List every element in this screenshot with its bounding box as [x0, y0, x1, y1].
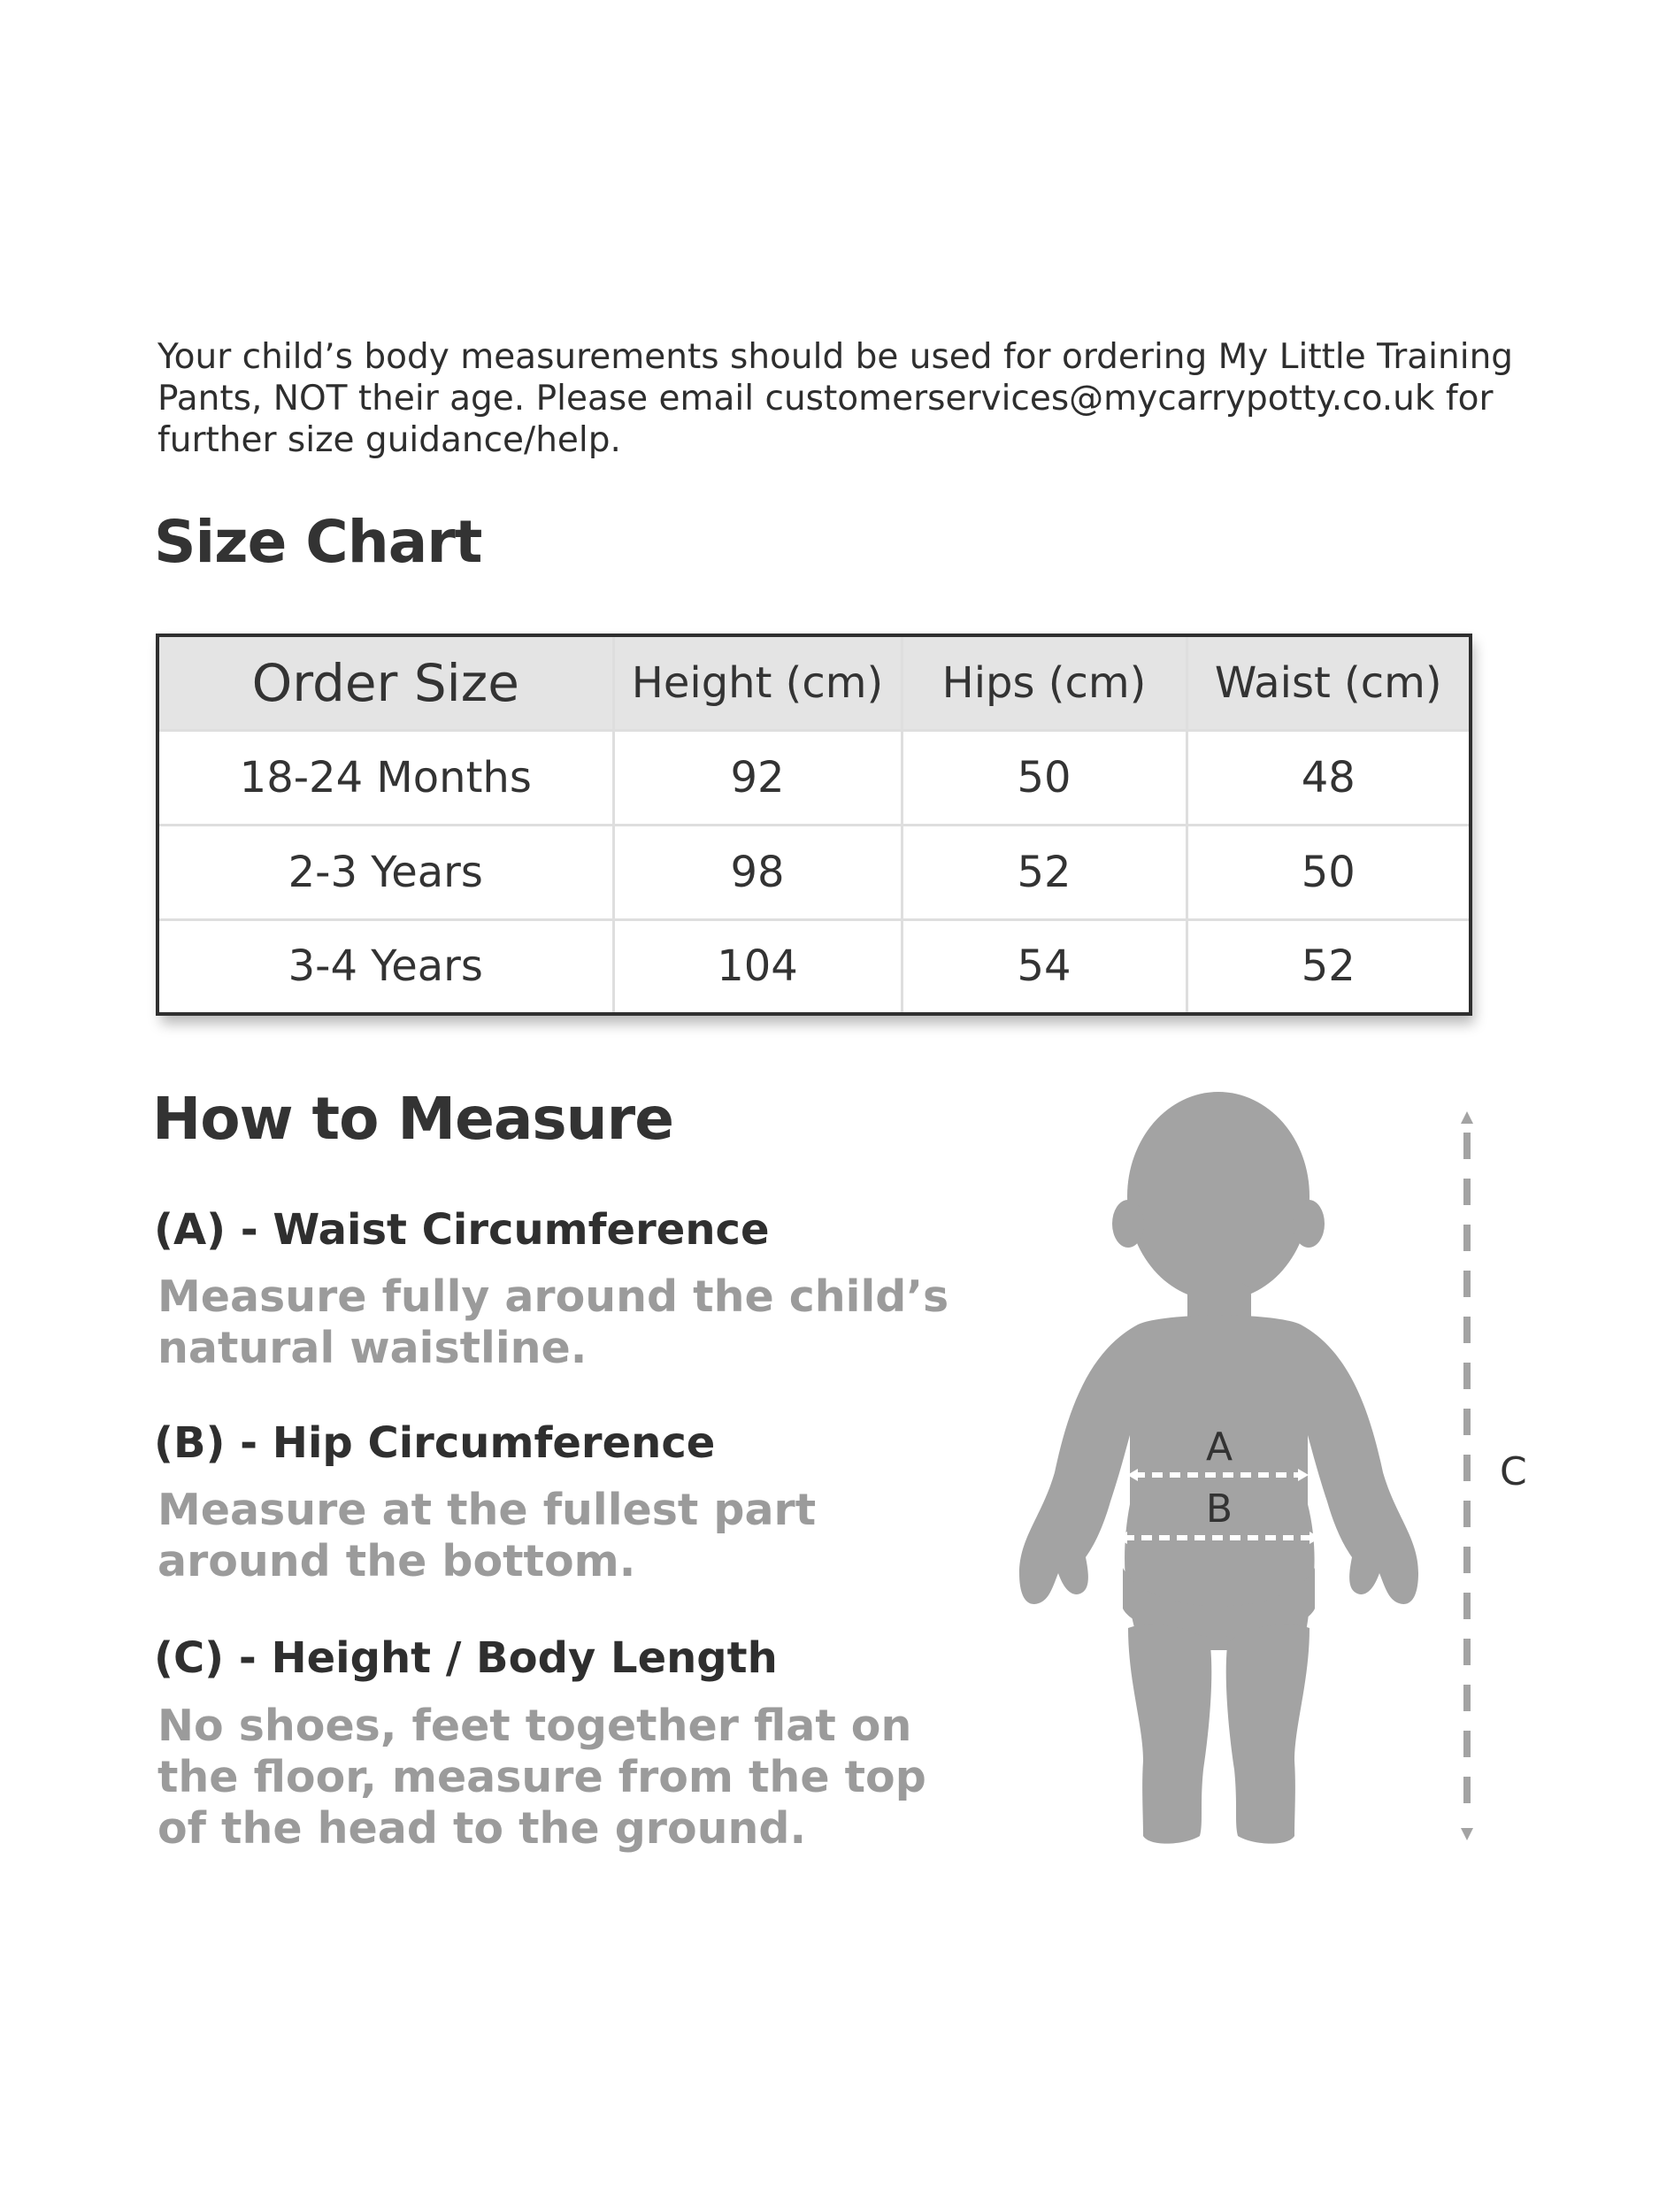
cell-waist: 48	[1187, 730, 1471, 825]
waist-circumference-title: (A) - Waist Circumference	[154, 1205, 770, 1255]
label-b: B	[1205, 1486, 1233, 1532]
size-table	[156, 634, 1472, 1016]
hip-circumference-title: (B) - Hip Circumference	[154, 1418, 716, 1468]
cell-order-size: 3-4 Years	[157, 919, 613, 1014]
table-row	[157, 730, 1471, 825]
column-header-order-size: Order Size	[157, 635, 613, 730]
column-header-hips: Hips (cm)	[902, 635, 1187, 730]
size-chart-heading: Size Chart	[154, 508, 482, 576]
waist-circumference-description: Measure fully around the child’s natural waistline.	[157, 1271, 949, 1373]
table-header-row	[157, 635, 1471, 730]
label-a: A	[1205, 1425, 1233, 1470]
cell-hips: 54	[902, 919, 1187, 1014]
cell-height: 104	[613, 919, 902, 1014]
height-body-length-title: (C) - Height / Body Length	[154, 1633, 778, 1683]
height-body-length-description: No shoes, feet together flat on the floor, measure from the top of the head to the ground.	[157, 1701, 926, 1854]
table-row	[157, 919, 1471, 1014]
cell-height: 98	[613, 825, 902, 919]
child-measurement-illustration	[973, 1088, 1593, 1849]
cell-hips: 52	[902, 825, 1187, 919]
cell-waist: 52	[1187, 919, 1471, 1014]
height-measure-line	[1461, 1111, 1473, 1840]
cell-order-size: 2-3 Years	[157, 825, 613, 919]
table-row	[157, 825, 1471, 919]
hip-circumference-description: Measure at the fullest part around the bottom.	[157, 1485, 817, 1586]
column-header-waist: Waist (cm)	[1187, 635, 1471, 730]
column-header-height: Height (cm)	[613, 635, 902, 730]
how-to-measure-heading: How to Measure	[152, 1085, 673, 1153]
size-chart-table	[156, 634, 1469, 1015]
cell-hips: 50	[902, 730, 1187, 825]
intro-text: Your child’s body measurements should be used for ordering My Little Training Pants, NOT their age. Please email customerservices@mycarrypotty.co.uk for further size guidance/help.	[157, 337, 1514, 460]
label-c: C	[1500, 1449, 1527, 1494]
cell-height: 92	[613, 730, 902, 825]
cell-waist: 50	[1187, 825, 1471, 919]
cell-order-size: 18-24 Months	[157, 730, 613, 825]
